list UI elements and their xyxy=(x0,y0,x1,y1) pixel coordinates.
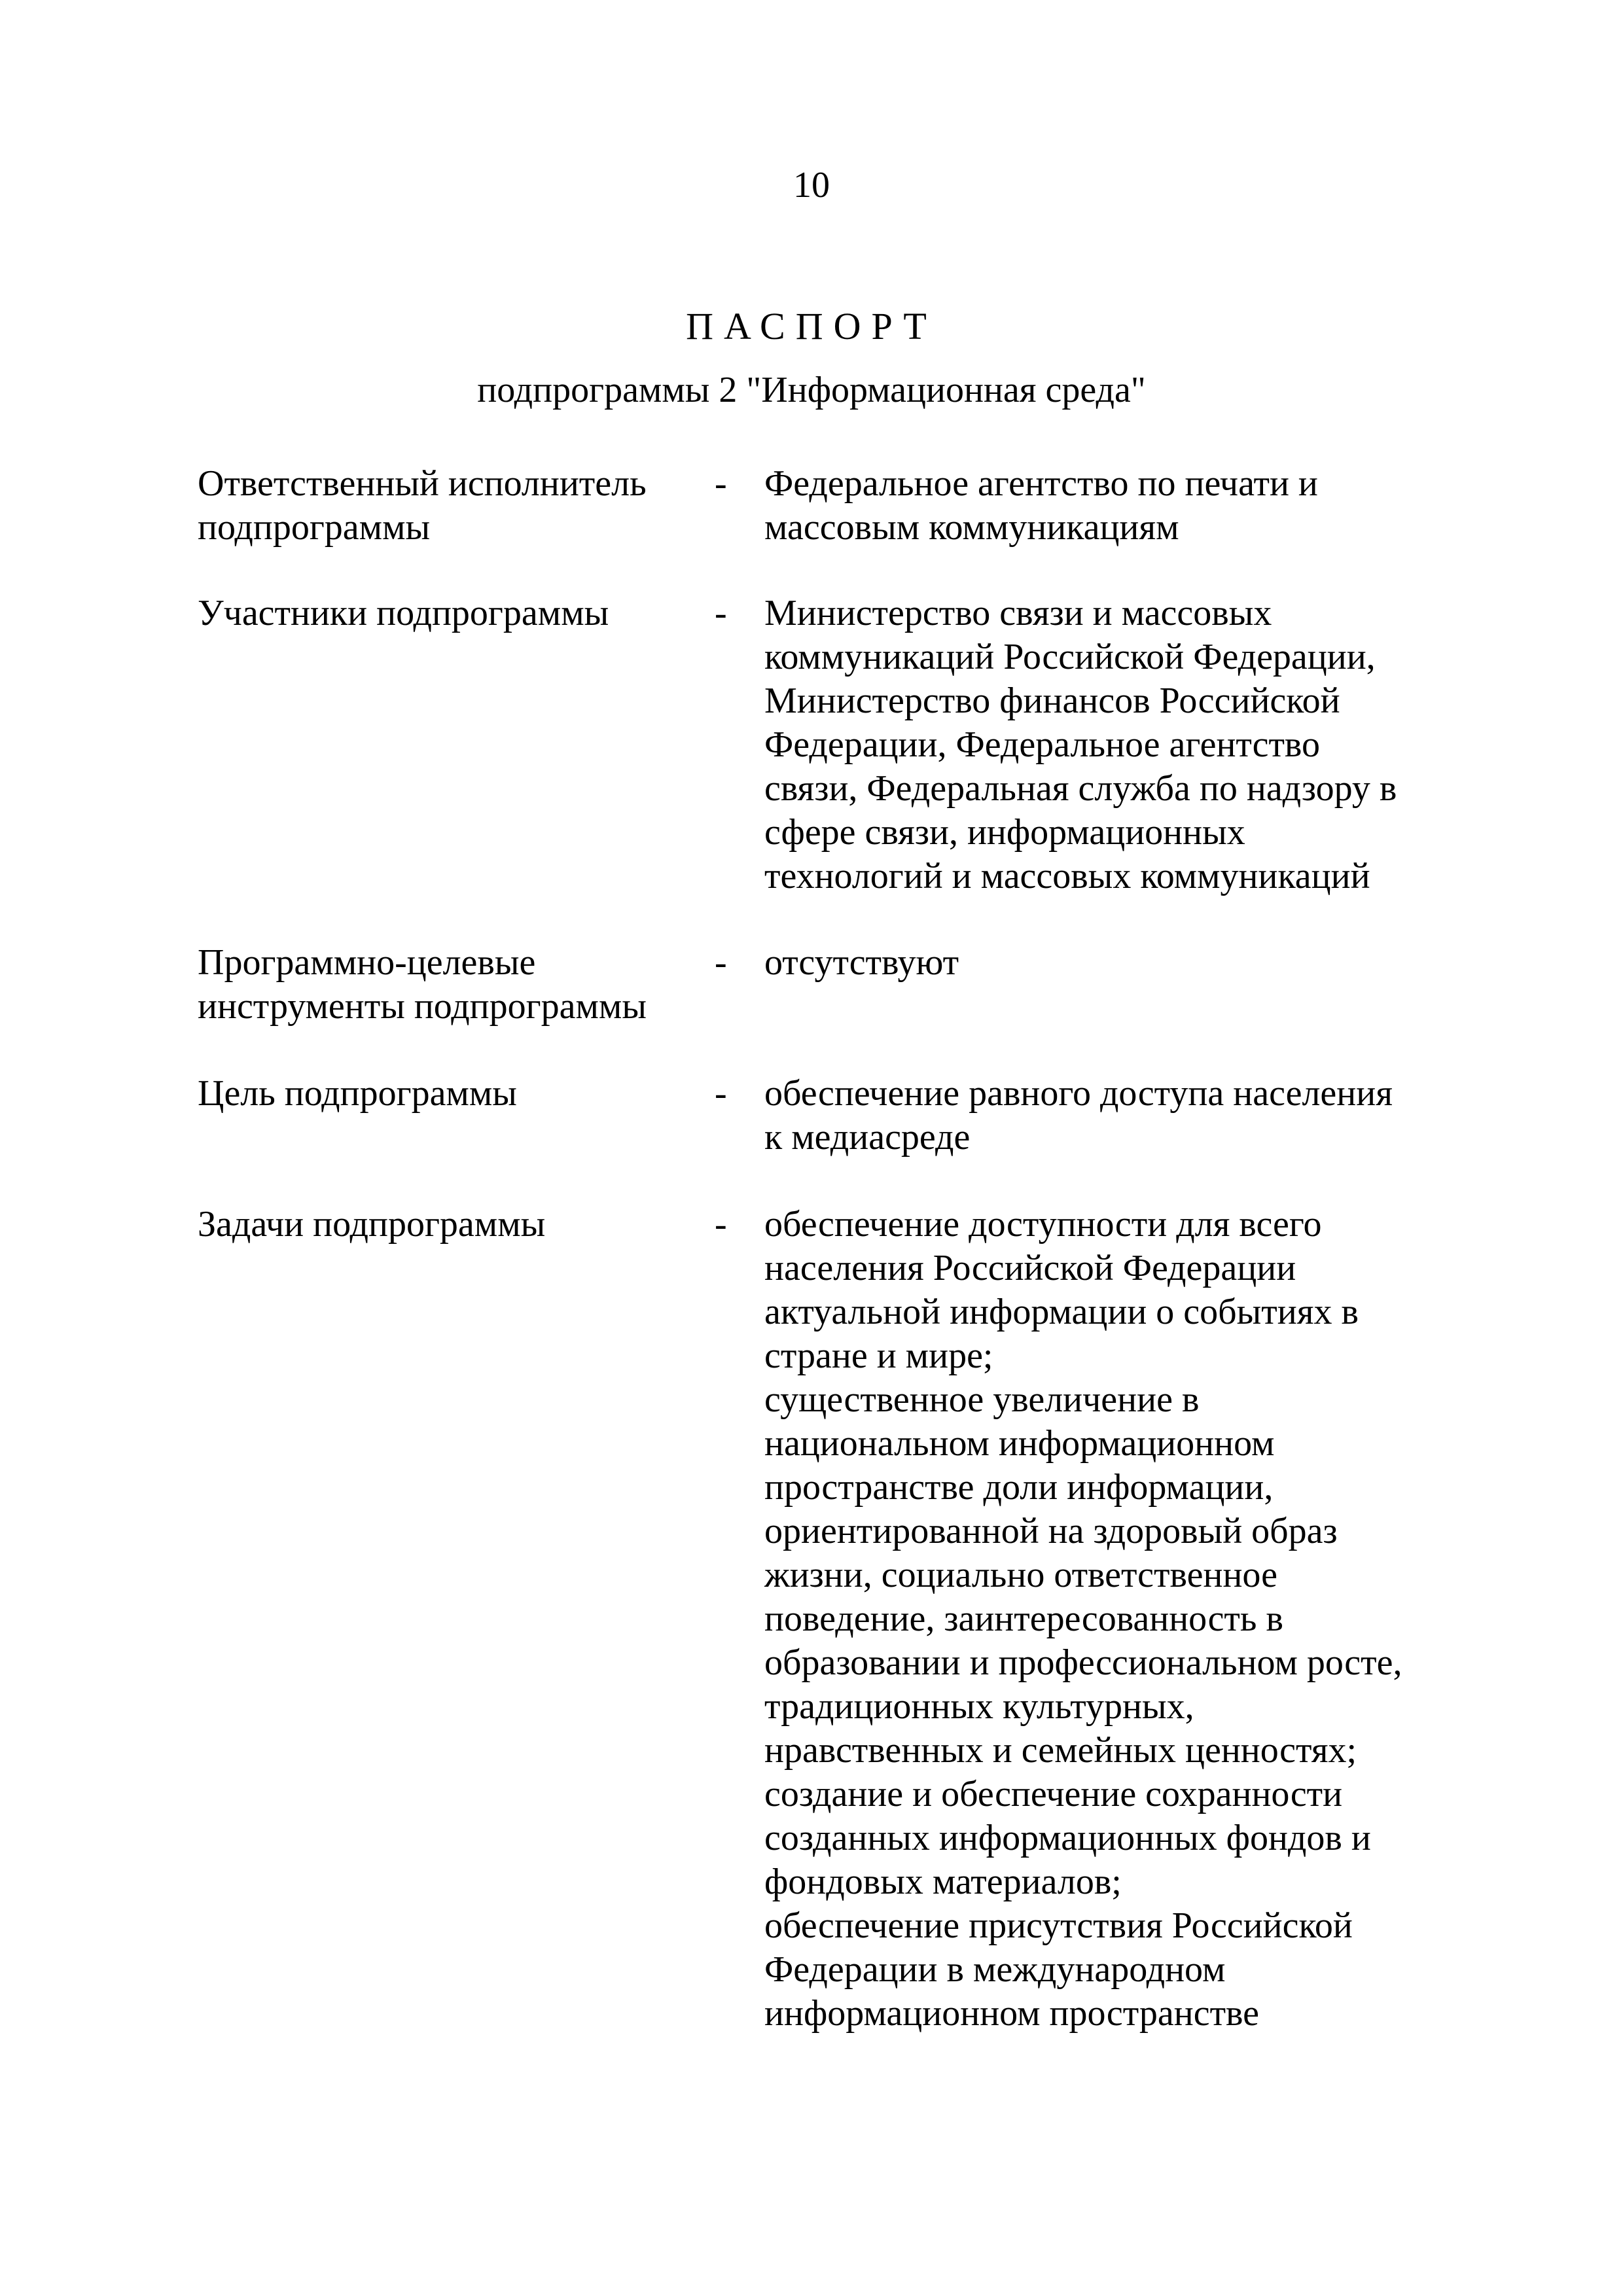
document-subtitle: подпрограммы 2 "Информационная среда" xyxy=(477,370,1146,410)
row-value: обеспечение равного доступа населения к медиасреде xyxy=(764,1073,1393,1157)
row-label: Цель подпрограммы xyxy=(198,1073,517,1114)
row-value: обеспечение доступности для всего населения Российской Федерации актуальной информации о событиях в стране и мире; существенное увеличение в национальном информационном пространстве доли информации, ориентированной на здоровый образ жизни, социально ответственное поведение, заинтересованность в образовании и профессиональном росте, традиционных культурных, нравственных и семейных ценностях; создание и обеспечение сохранности созданных информационных фондов и фондовых материалов; обеспечение присутствия Российской Федерации в международном информационном пространстве xyxy=(764,1204,1402,2034)
document-title: ПАСПОРТ xyxy=(686,305,937,347)
row-value: отсутствуют xyxy=(764,942,959,983)
row-dash: - xyxy=(715,1073,727,1114)
row-dash: - xyxy=(715,593,727,633)
row-label: Участники подпрограммы xyxy=(198,593,609,633)
page-number: 10 xyxy=(793,165,830,205)
row-dash: - xyxy=(715,463,727,504)
row-label: Программно-целевые инструменты подпрограммы xyxy=(198,942,647,1027)
row-value: Федеральное агентство по печати и массовым коммуникациям xyxy=(764,463,1318,548)
row-value: Министерство связи и массовых коммуникаций Российской Федерации, Министерство финансов Российской Федерации, Федеральное агентство связи, Федеральная служба по надзору в сфере связи, информационных технологий и массовых коммуникаций xyxy=(764,593,1397,896)
row-dash: - xyxy=(715,1204,727,1245)
row-label: Задачи подпрограммы xyxy=(198,1204,546,1245)
row-dash: - xyxy=(715,942,727,983)
row-label: Ответственный исполнитель подпрограммы xyxy=(198,463,647,548)
